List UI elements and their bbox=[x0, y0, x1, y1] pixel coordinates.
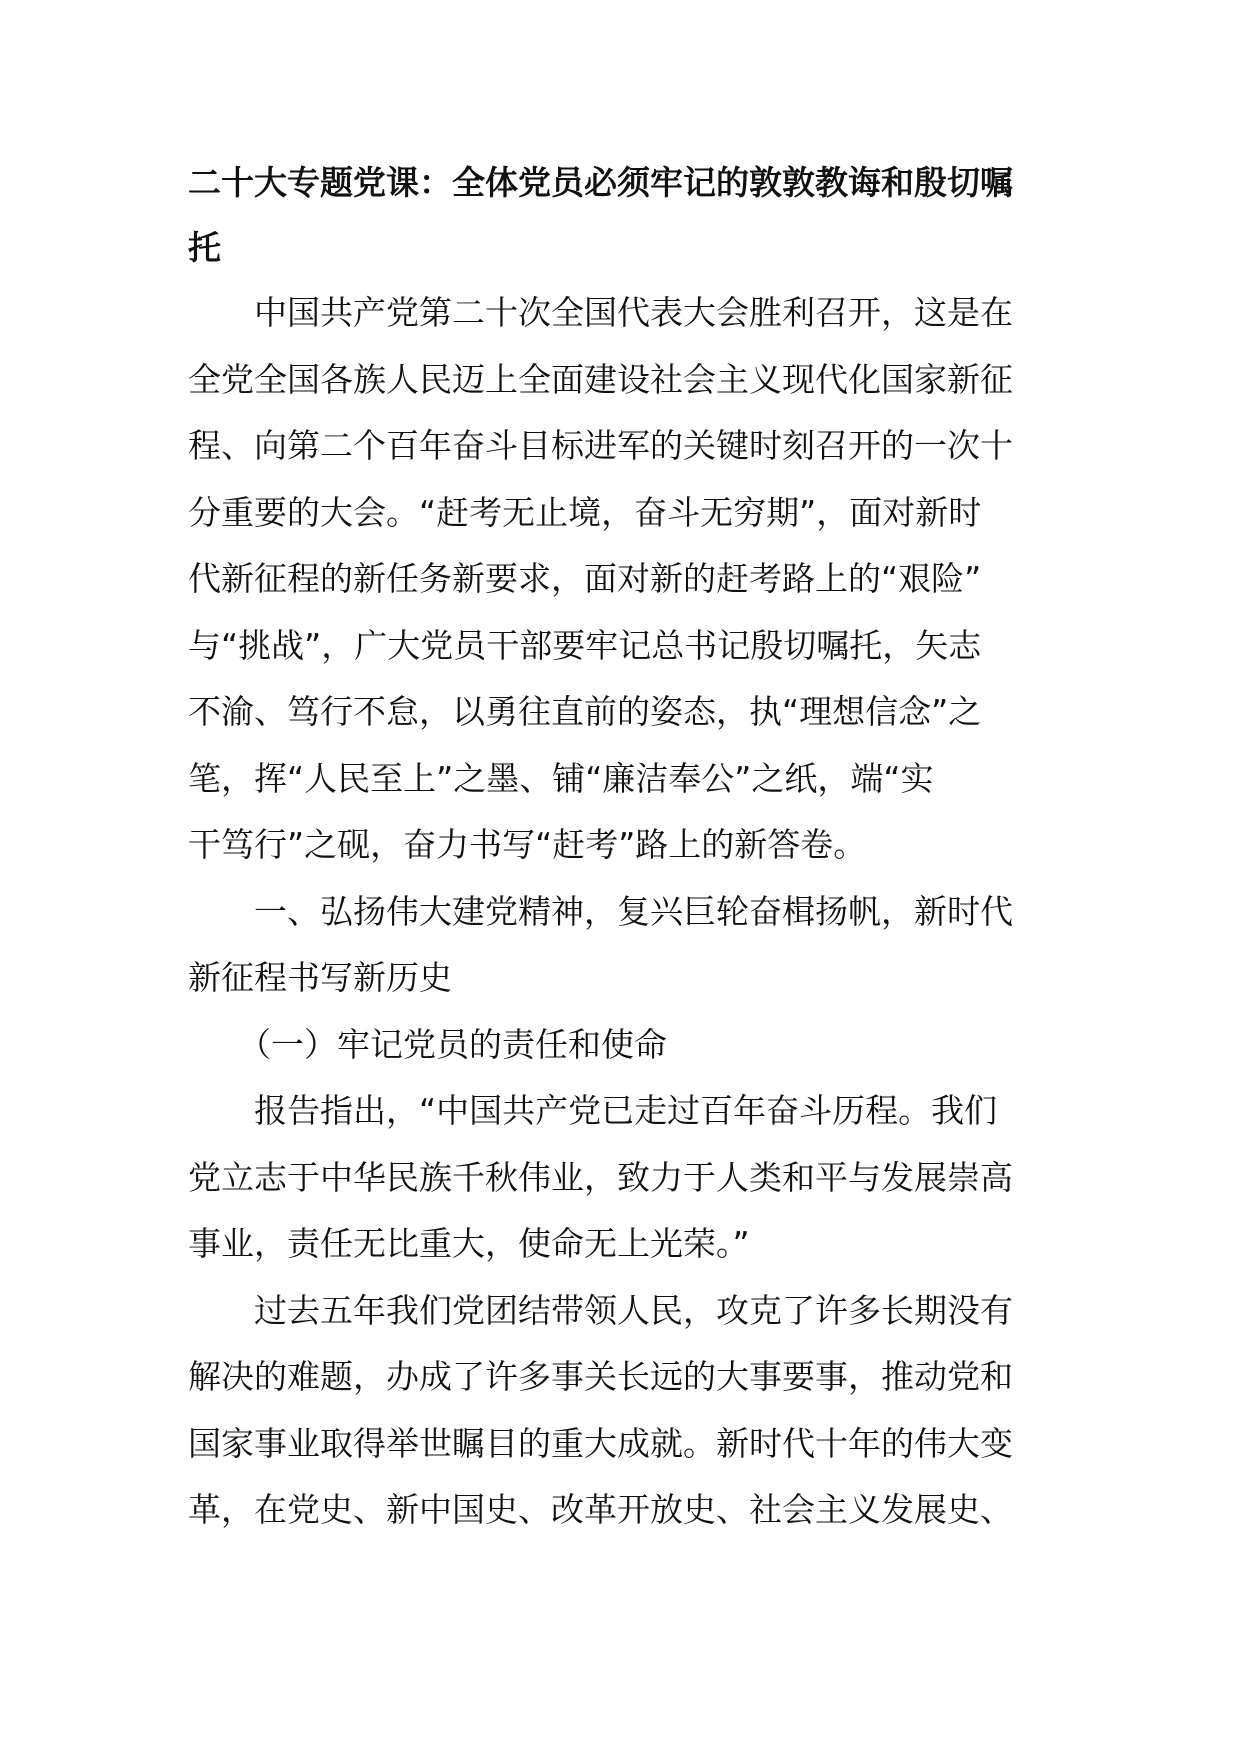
subsection-heading-line: （一）牢记党员的责任和使命 bbox=[238, 1024, 667, 1064]
paragraph-line: 全党全国各族人民迈上全面建设社会主义现代化国家新征 bbox=[188, 359, 1013, 399]
paragraph-line: 国家事业取得举世瞩目的重大成就。新时代十年的伟大变 bbox=[188, 1423, 1013, 1463]
paragraph-line: 与“挑战”，广大党员干部要牢记总书记殷切嘱托，矢志 bbox=[188, 625, 982, 665]
paragraph-line: 报告指出，“中国共产党已走过百年奋斗历程。我们 bbox=[254, 1091, 998, 1130]
paragraph-line: 不渝、笃行不怠，以勇往直前的姿态，执“理想信念”之 bbox=[188, 692, 982, 731]
paragraph-line: 过去五年我们党团结带领人民，攻克了许多长期没有 bbox=[254, 1290, 1013, 1330]
intro-paragraph bbox=[188, 280, 1058, 879]
paragraph-line: 干笃行”之砚，奋力书写“赶考”路上的新答卷。 bbox=[188, 825, 867, 864]
paragraph-line: 革，在党史、新中国史、改革开放史、社会主义发展史、 bbox=[188, 1490, 1013, 1529]
paragraph-line: 事业，责任无比重大，使命无上光荣。” bbox=[188, 1224, 750, 1263]
section-heading bbox=[188, 879, 1058, 1012]
paragraph-line: 程、向第二个百年奋斗目标进军的关键时刻召开的一次十 bbox=[188, 426, 1013, 465]
section-heading-line: 新征程书写新历史 bbox=[188, 958, 452, 997]
paragraph-line: 党立志于中华民族千秋伟业，致力于人类和平与发展崇高 bbox=[188, 1157, 1013, 1197]
paragraph-line: 解决的难题，办成了许多事关长远的大事要事，推动党和 bbox=[188, 1357, 1013, 1396]
quote-paragraph bbox=[188, 1078, 1058, 1278]
document-title bbox=[188, 150, 1058, 280]
title-line: 二十大专题党课：全体党员必须牢记的敦敦教诲和殷切嘱 bbox=[188, 163, 1013, 202]
paragraph-line: 中国共产党第二十次全国代表大会胜利召开，这是在 bbox=[254, 293, 1013, 332]
paragraph-line: 笔，挥“人民至上”之墨、铺“廉洁奉公”之纸，端“实 bbox=[188, 758, 934, 798]
section-heading-line: 一、弘扬伟大建党精神，复兴巨轮奋楫扬帆，新时代 bbox=[254, 891, 1013, 931]
paragraph-line: 分重要的大会。“赶考无止境，奋斗无穷期”，面对新时 bbox=[188, 492, 982, 532]
subsection-heading bbox=[188, 1012, 1058, 1079]
document-body bbox=[188, 150, 1058, 1544]
paragraph-line: 代新征程的新任务新要求，面对新的赶考路上的“艰险” bbox=[188, 559, 982, 598]
body-paragraph bbox=[188, 1278, 1058, 1544]
title-line: 托 bbox=[188, 228, 221, 267]
